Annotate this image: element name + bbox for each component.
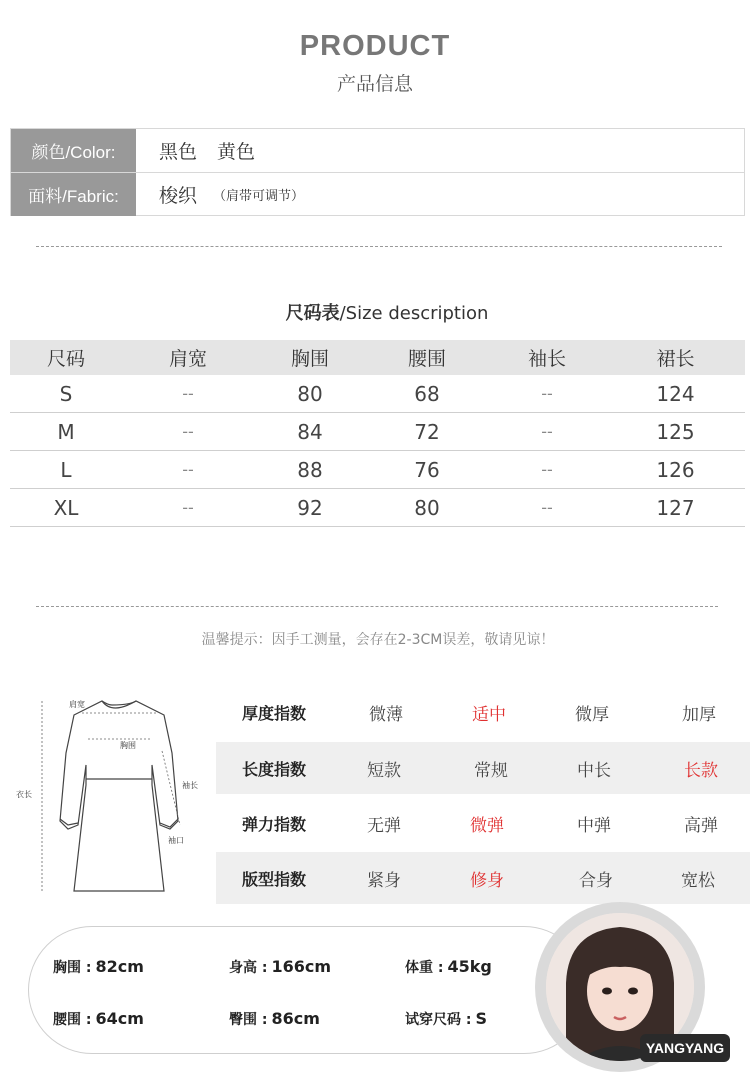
table-cell: -- bbox=[122, 451, 254, 489]
index-option: 常规 bbox=[474, 760, 508, 781]
index-row-elasticity bbox=[216, 797, 750, 849]
size-table-header bbox=[10, 340, 745, 375]
page-title: PRODUCT bbox=[299, 30, 451, 62]
model-stats-box bbox=[28, 926, 588, 1054]
model-name-badge: YANGYANG bbox=[640, 1034, 730, 1062]
model-height: 身高 : 166cm bbox=[229, 957, 332, 976]
sketch-label-chest: 胸围 bbox=[120, 741, 136, 750]
table-cell: 68 bbox=[366, 375, 488, 413]
table-cell: 80 bbox=[366, 489, 488, 527]
garment-sketch bbox=[12, 693, 212, 895]
table-cell: 92 bbox=[254, 489, 366, 527]
table-cell: XL bbox=[10, 489, 122, 527]
header-cell: 肩宽 bbox=[122, 340, 254, 375]
header-cell: 胸围 bbox=[254, 340, 366, 375]
product-info-box bbox=[10, 128, 745, 216]
color-row bbox=[11, 129, 744, 173]
index-option-selected: 修身 bbox=[470, 870, 504, 891]
color-option: 黄色 bbox=[217, 141, 256, 163]
model-weight: 体重 : 45kg bbox=[405, 957, 492, 976]
table-cell: S bbox=[10, 375, 122, 413]
fabric-value: 梭织 bbox=[159, 185, 198, 207]
table-cell: -- bbox=[122, 413, 254, 451]
table-cell: 124 bbox=[606, 375, 745, 413]
index-option: 合身 bbox=[579, 870, 613, 891]
index-option: 无弹 bbox=[367, 815, 401, 836]
table-cell: 125 bbox=[606, 413, 745, 451]
size-table bbox=[10, 340, 745, 527]
table-cell: -- bbox=[488, 413, 606, 451]
table-cell: -- bbox=[488, 375, 606, 413]
table-cell: -- bbox=[488, 451, 606, 489]
fabric-label: 面料/Fabric: bbox=[11, 173, 136, 216]
table-cell: L bbox=[10, 451, 122, 489]
index-row-length bbox=[216, 742, 750, 794]
table-row bbox=[10, 451, 745, 489]
header-cell: 袖长 bbox=[488, 340, 606, 375]
page-subtitle: 产品信息 bbox=[336, 73, 413, 95]
index-option: 加厚 bbox=[682, 704, 716, 725]
index-option: 紧身 bbox=[367, 870, 401, 891]
index-row-fit bbox=[216, 852, 750, 904]
index-option: 高弹 bbox=[684, 815, 718, 836]
header-cell: 腰围 bbox=[366, 340, 488, 375]
table-row bbox=[10, 413, 745, 451]
measurement-tip: 温馨提示：因手工测量，会存在2-3CM误差，敬请见谅！ bbox=[201, 632, 555, 648]
index-option-selected: 适中 bbox=[472, 704, 506, 725]
model-waist: 腰围 : 64cm bbox=[53, 1009, 144, 1028]
index-option: 微厚 bbox=[575, 704, 609, 725]
index-name: 厚度指数 bbox=[242, 703, 307, 723]
model-trial-size: 试穿尺码 : S bbox=[405, 1009, 488, 1028]
table-row bbox=[10, 375, 745, 413]
model-hip: 臀围 : 86cm bbox=[229, 1009, 320, 1028]
fabric-values bbox=[159, 173, 304, 216]
model-chest: 胸围 : 82cm bbox=[53, 957, 144, 976]
table-cell: 126 bbox=[606, 451, 745, 489]
divider bbox=[36, 246, 722, 247]
divider bbox=[36, 606, 718, 607]
sketch-label-length: 衣长 bbox=[16, 790, 32, 799]
color-label: 颜色/Color: bbox=[11, 129, 136, 172]
index-option: 微薄 bbox=[369, 704, 403, 725]
color-option: 黑色 bbox=[159, 141, 198, 163]
table-cell: -- bbox=[122, 489, 254, 527]
table-cell: 76 bbox=[366, 451, 488, 489]
fabric-note: （肩带可调节） bbox=[213, 189, 305, 204]
table-cell: 84 bbox=[254, 413, 366, 451]
index-row-thickness bbox=[216, 686, 750, 738]
table-cell: M bbox=[10, 413, 122, 451]
color-values bbox=[159, 129, 255, 172]
sketch-label-sleeve: 袖长 bbox=[182, 781, 198, 790]
table-cell: -- bbox=[122, 375, 254, 413]
index-name: 弹力指数 bbox=[242, 814, 307, 834]
table-row bbox=[10, 489, 745, 527]
index-name: 长度指数 bbox=[242, 759, 307, 779]
index-option: 短款 bbox=[367, 760, 401, 781]
index-option-selected: 长款 bbox=[684, 760, 718, 781]
index-option: 中弹 bbox=[577, 815, 611, 836]
table-cell: 72 bbox=[366, 413, 488, 451]
sketch-label-shoulder: 肩宽 bbox=[69, 700, 85, 709]
index-option-selected: 微弹 bbox=[470, 815, 504, 836]
index-option: 宽松 bbox=[681, 870, 715, 891]
table-cell: 80 bbox=[254, 375, 366, 413]
table-cell: 127 bbox=[606, 489, 745, 527]
index-option: 中长 bbox=[577, 760, 611, 781]
size-table-title: 尺码表/Size description bbox=[285, 303, 489, 324]
header-cell: 尺码 bbox=[10, 340, 122, 375]
index-name: 版型指数 bbox=[242, 869, 307, 889]
fabric-row bbox=[11, 173, 744, 216]
sketch-label-cuff: 袖口 bbox=[168, 836, 184, 845]
table-cell: -- bbox=[488, 489, 606, 527]
header-cell: 裙长 bbox=[606, 340, 745, 375]
table-cell: 88 bbox=[254, 451, 366, 489]
